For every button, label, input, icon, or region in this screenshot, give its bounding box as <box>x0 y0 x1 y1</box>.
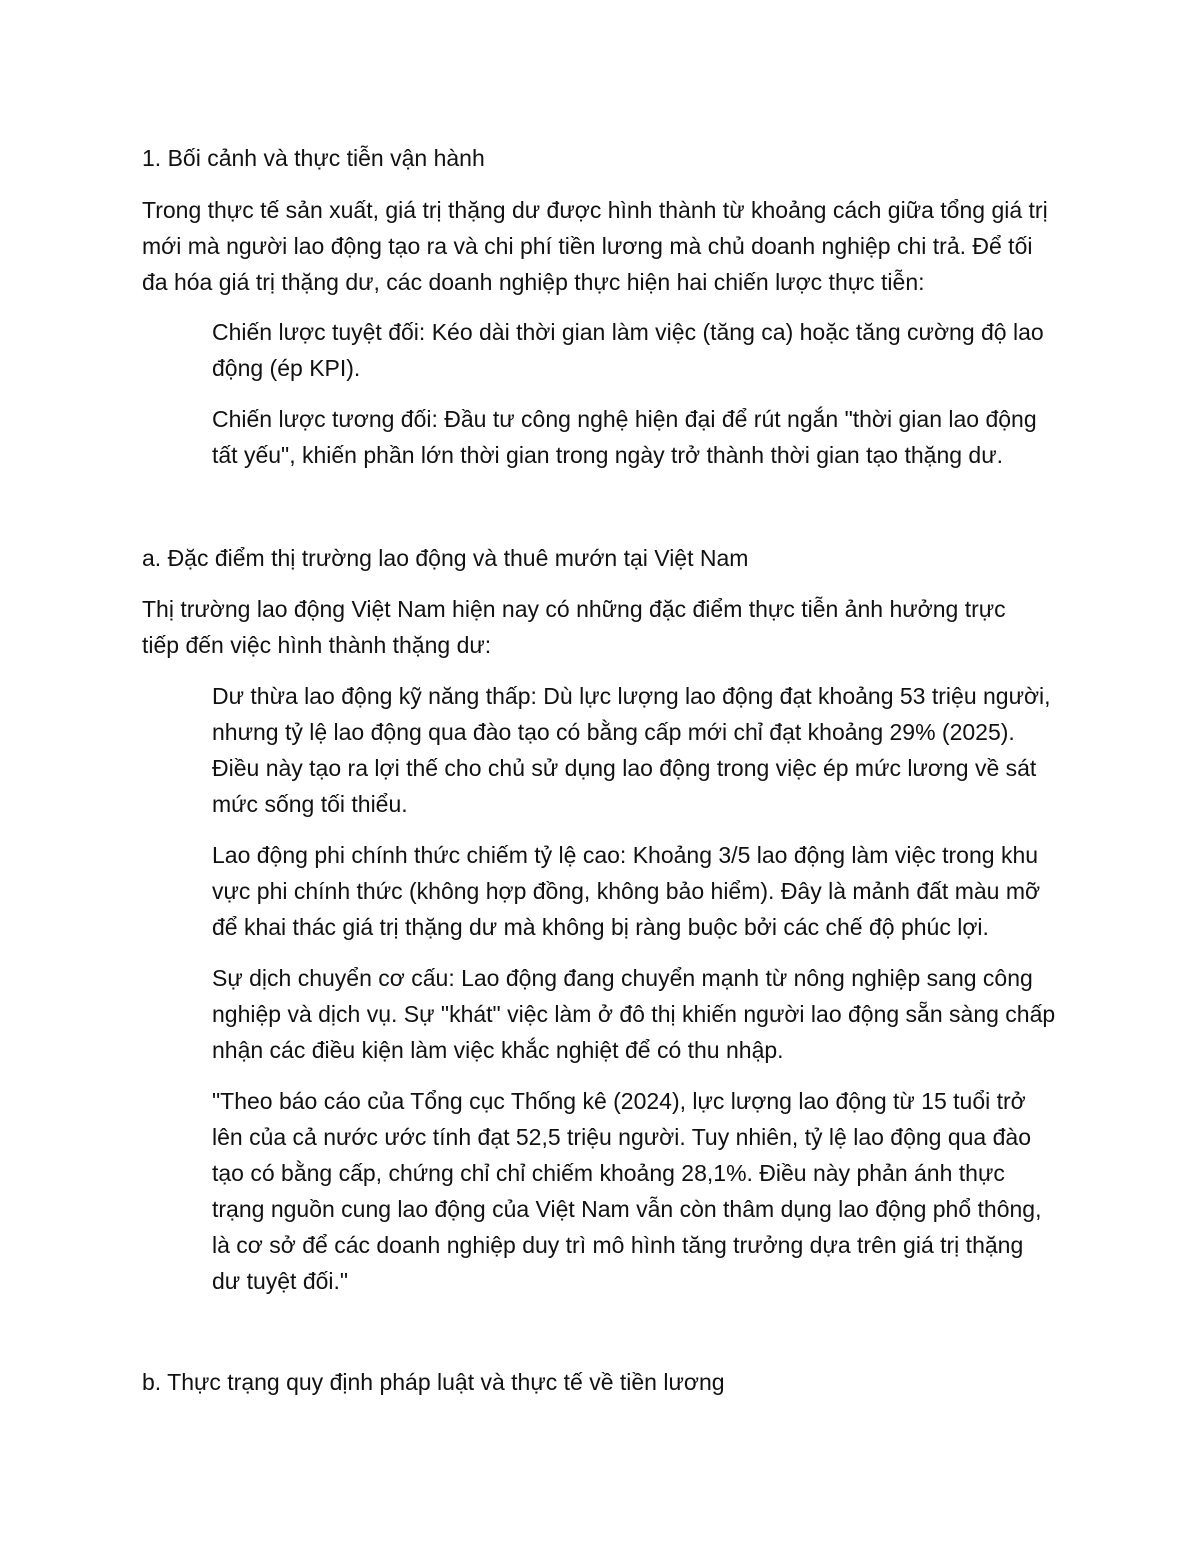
point-informal-line: để khai thác giá trị thặng dư mà không bị ràng buộc bởi các chế độ phúc lợi. <box>212 914 989 940</box>
section-b-heading: b. Thực trạng quy định pháp luật và thực tế về tiền lương <box>142 1369 725 1395</box>
point-low-skill-line: Điều này tạo ra lợi thế cho chủ sử dụng lao động trong việc ép mức lương về sát <box>212 755 1037 781</box>
section-1-intro-line: Trong thực tế sản xuất, giá trị thặng dư được hình thành từ khoảng cách giữa tổng giá trị <box>142 197 1048 223</box>
point-low-skill-line: Dư thừa lao động kỹ năng thấp: Dù lực lượng lao động đạt khoảng 53 triệu người, <box>212 683 1051 709</box>
point-structural-shift-line: nhận các điều kiện làm việc khắc nghiệt để có thu nhập. <box>212 1037 784 1063</box>
point-informal-line: vực phi chính thức (không hợp đồng, không bảo hiểm). Đây là mảnh đất màu mỡ <box>212 878 1041 904</box>
quote-line: trạng nguồn cung lao động của Việt Nam vẫn còn thâm dụng lao động phổ thông, <box>212 1196 1042 1222</box>
quote-line: lên của cả nước ước tính đạt 52,5 triệu người. Tuy nhiên, tỷ lệ lao động qua đào <box>212 1124 1031 1150</box>
strategy-relative-line: Chiến lược tương đối: Đầu tư công nghệ hiện đại để rút ngắn "thời gian lao động <box>212 406 1037 432</box>
point-structural-shift-line: nghiệp và dịch vụ. Sự "khát" việc làm ở đô thị khiến người lao động sẵn sàng chấp <box>212 1001 1056 1027</box>
quote-line: "Theo báo cáo của Tổng cục Thống kê (2024), lực lượng lao động từ 15 tuổi trở <box>212 1088 1026 1114</box>
section-a-intro-line: tiếp đến việc hình thành thặng dư: <box>142 632 492 658</box>
quote-line: dư tuyệt đối." <box>212 1268 349 1294</box>
point-low-skill-line: nhưng tỷ lệ lao động qua đào tạo có bằng cấp mới chỉ đạt khoảng 29% (2025). <box>212 719 1015 745</box>
section-1-intro-line: đa hóa giá trị thặng dư, các doanh nghiệp thực hiện hai chiến lược thực tiễn: <box>142 269 925 295</box>
point-low-skill-line: mức sống tối thiểu. <box>212 791 408 817</box>
point-structural-shift-line: Sự dịch chuyển cơ cấu: Lao động đang chuyển mạnh từ nông nghiệp sang công <box>212 965 1033 991</box>
section-1-intro-line: mới mà người lao động tạo ra và chi phí tiền lương mà chủ doanh nghiệp chi trả. Để tối <box>142 233 1033 259</box>
quote-line: tạo có bằng cấp, chứng chỉ chỉ chiếm khoảng 28,1%. Điều này phản ánh thực <box>212 1160 1005 1186</box>
strategy-relative-line: tất yếu", khiến phần lớn thời gian trong ngày trở thành thời gian tạo thặng dư. <box>212 442 1004 468</box>
section-a-intro-line: Thị trường lao động Việt Nam hiện nay có những đặc điểm thực tiễn ảnh hưởng trực <box>142 596 1006 622</box>
section-1-heading: 1. Bối cảnh và thực tiễn vận hành <box>142 145 485 171</box>
strategy-absolute-line: động (ép KPI). <box>212 355 361 381</box>
strategy-absolute-line: Chiến lược tuyệt đối: Kéo dài thời gian làm việc (tăng ca) hoặc tăng cường độ lao <box>212 319 1044 345</box>
point-informal-line: Lao động phi chính thức chiếm tỷ lệ cao: Khoảng 3/5 lao động làm việc trong khu <box>212 842 1039 868</box>
quote-line: là cơ sở để các doanh nghiệp duy trì mô hình tăng trưởng dựa trên giá trị thặng <box>212 1232 1024 1258</box>
section-a-heading: a. Đặc điểm thị trường lao động và thuê mướn tại Việt Nam <box>142 545 749 571</box>
